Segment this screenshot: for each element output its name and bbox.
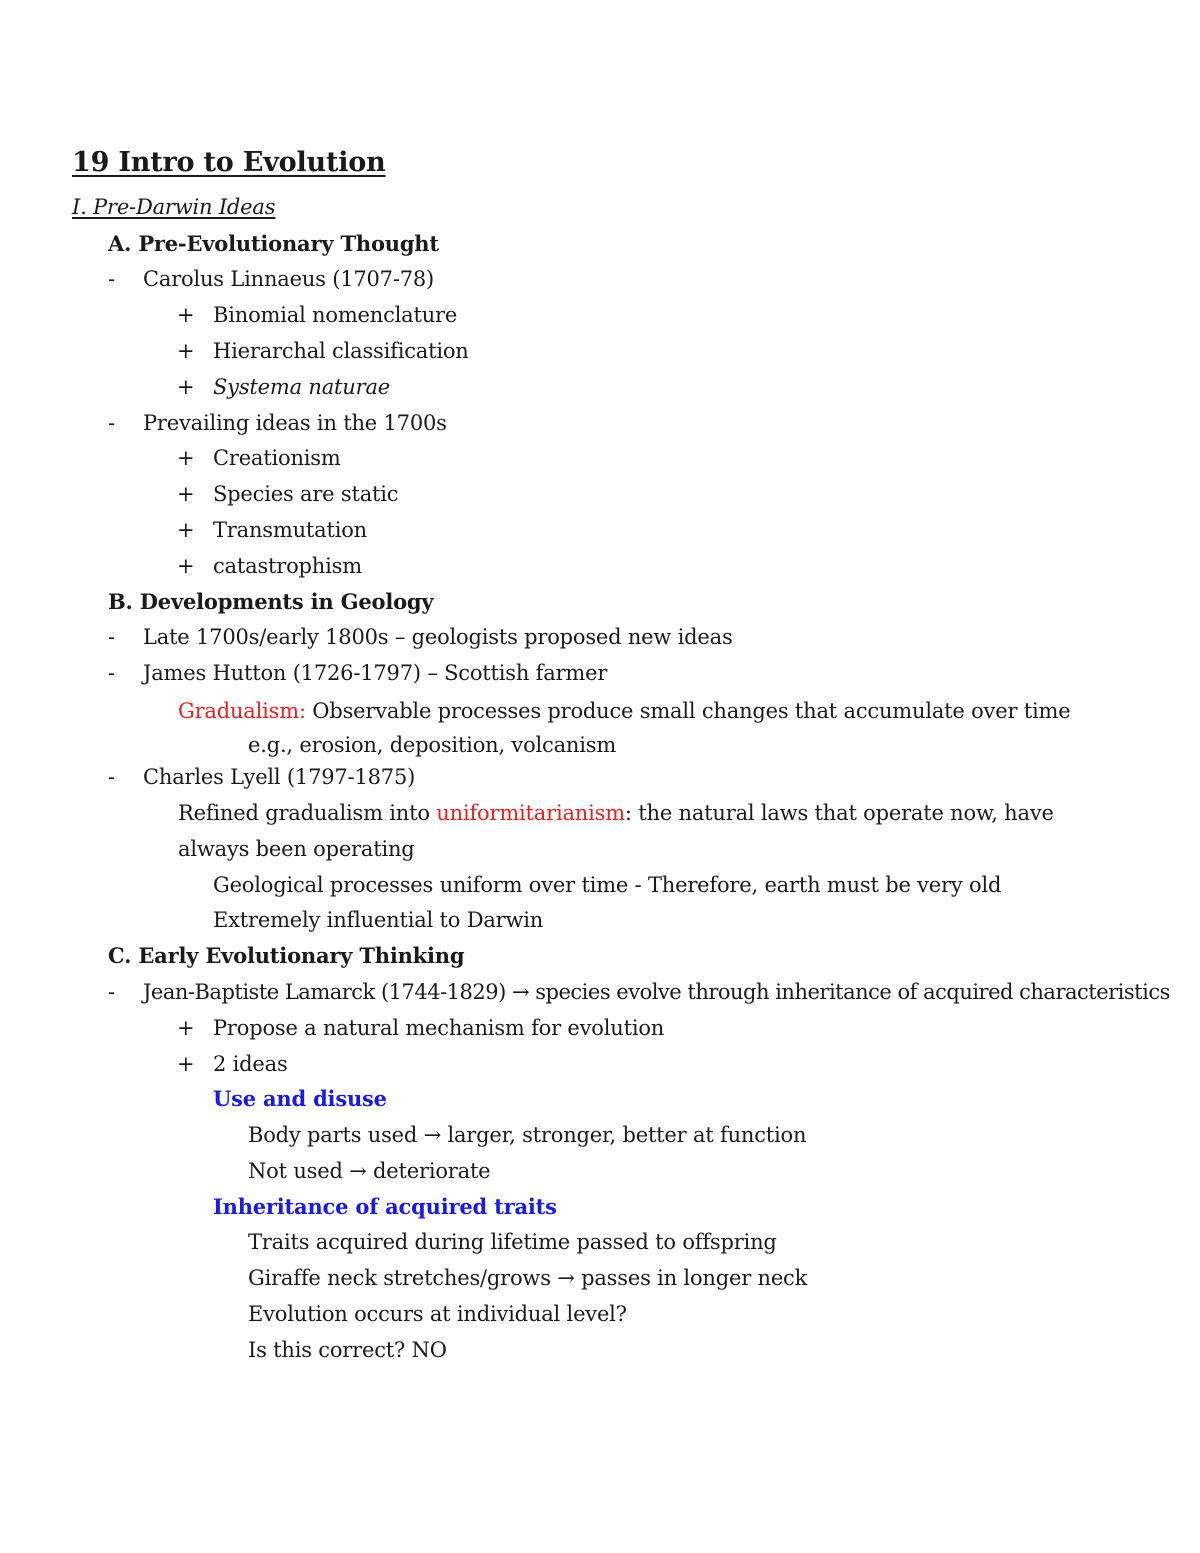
lamarck-line: Jean-Baptiste Lamarck (1744-1829) → species evolve through inheritance of acquired characteristics [143, 980, 1170, 1004]
plus-bullet: + [177, 554, 195, 578]
plus-bullet: + [177, 339, 195, 363]
dash-bullet: - [108, 625, 116, 649]
lyell-line: Charles Lyell (1797-1875) [143, 765, 416, 789]
list-item: Transmutation [213, 518, 367, 542]
list-item: 2 ideas [213, 1052, 288, 1076]
document-title: 19 Intro to Evolution [72, 147, 386, 178]
subheading-c: C. Early Evolutionary Thinking [108, 943, 465, 968]
dash-bullet: - [108, 267, 116, 291]
plus-bullet: + [177, 375, 195, 399]
dash-bullet: - [108, 980, 116, 1004]
late-1700s-line: Late 1700s/early 1800s – geologists proposed new ideas [143, 625, 733, 649]
subheading-a: A. Pre-Evolutionary Thought [108, 231, 439, 256]
refined-text: Refined gradualism into [178, 801, 437, 825]
gradualism-line [178, 697, 1070, 725]
plus-bullet: + [177, 518, 195, 542]
plus-bullet: + [177, 1016, 195, 1040]
plus-bullet: + [177, 482, 195, 506]
list-item: Creationism [213, 446, 341, 470]
prevailing-line: Prevailing ideas in the 1700s [143, 411, 447, 435]
gradualism-definition: Observable processes produce small changes that accumulate over time [305, 699, 1071, 723]
inheritance-item: Traits acquired during lifetime passed to offspring [248, 1230, 777, 1254]
inheritance-item: Evolution occurs at individual level? [248, 1302, 627, 1326]
geological-processes-line: Geological processes uniform over time - Therefore, earth must be very old [213, 873, 1002, 897]
gradualism-term: Gradualism: [178, 699, 306, 723]
section-heading: I. Pre-Darwin Ideas [72, 195, 276, 219]
linnaeus-line: Carolus Linnaeus (1707-78) [143, 267, 435, 291]
refined-line [178, 799, 1054, 827]
inheritance-item: Giraffe neck stretches/grows → passes in longer neck [248, 1266, 808, 1290]
dash-bullet: - [108, 661, 116, 685]
hutton-line: James Hutton (1726-1797) – Scottish farmer [143, 661, 608, 685]
subheading-b: B. Developments in Geology [108, 589, 434, 614]
list-item: Binomial nomenclature [213, 303, 458, 327]
refined-continuation: always been operating [178, 837, 415, 861]
use-item: Body parts used → larger, stronger, better at function [248, 1123, 807, 1147]
dash-bullet: - [108, 765, 116, 789]
uniformitarianism-term: uniformitarianism [436, 801, 625, 825]
influential-line: Extremely influential to Darwin [213, 908, 544, 932]
list-item: Hierarchal classification [213, 339, 469, 363]
list-item: Propose a natural mechanism for evolution [213, 1016, 665, 1040]
list-item: catastrophism [213, 554, 362, 578]
list-item: Systema naturae [213, 375, 390, 399]
use-item: Not used → deteriorate [248, 1159, 491, 1183]
plus-bullet: + [177, 303, 195, 327]
plus-bullet: + [177, 446, 195, 470]
list-item: Species are static [213, 482, 399, 506]
use-and-disuse-heading: Use and disuse [213, 1086, 387, 1111]
dash-bullet: - [108, 411, 116, 435]
gradualism-example: e.g., erosion, deposition, volcanism [248, 733, 617, 757]
inheritance-heading: Inheritance of acquired traits [213, 1194, 557, 1219]
inheritance-item: Is this correct? NO [248, 1338, 447, 1362]
refined-text-end: : the natural laws that operate now, have [624, 801, 1054, 825]
plus-bullet: + [177, 1052, 195, 1076]
